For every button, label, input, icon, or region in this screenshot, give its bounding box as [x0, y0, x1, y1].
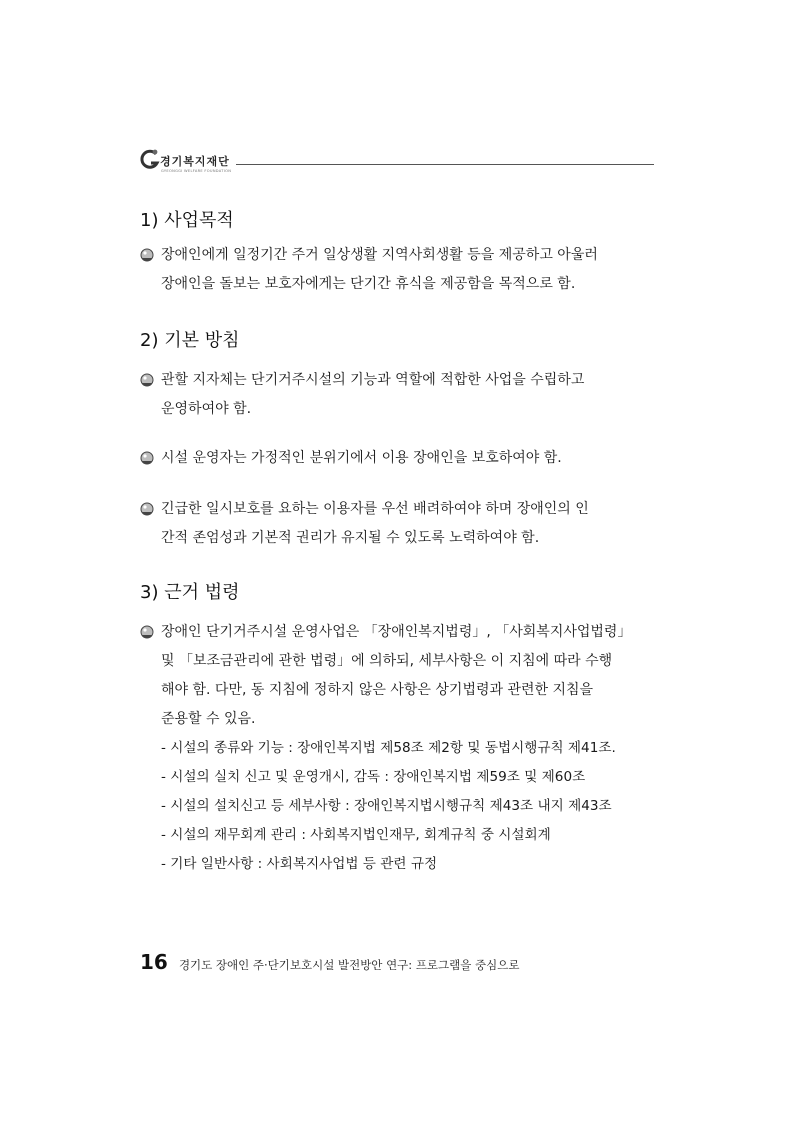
bullet-line: 장애인에게 일정기간 주거 일상생활 지역사회생활 등을 제공하고 아울러 [161, 247, 598, 263]
globe-bullet-icon [140, 451, 154, 465]
globe-bullet-icon [140, 373, 154, 387]
org-name: 경기복지재단 [160, 155, 230, 168]
bullet-item [140, 366, 660, 424]
bullet-line: 운영하여야 함. [161, 401, 252, 417]
page-header [140, 146, 654, 182]
bullet-line: 관할 지자체는 단기거주시설의 기능과 역할에 적합한 사업을 수립하고 [161, 372, 585, 388]
legal-basis-item: - 시설의 재무회계 관리 : 사회복지법인재무, 회계규칙 중 시설회계 [161, 827, 551, 843]
globe-bullet-icon [140, 625, 154, 639]
legal-basis-item: - 기타 일반사항 : 사회복지사업법 등 관련 규정 [161, 856, 438, 872]
bullet-item [140, 444, 660, 473]
legal-basis-item: - 시설의 설치신고 등 세부사항 : 장애인복지법시행규칙 제43조 내지 제43조 [161, 798, 612, 814]
section-title-legal-basis: 3) 근거 법령 [140, 582, 240, 603]
page-footer [140, 950, 519, 974]
bullet-line: 준용할 수 있음. [161, 711, 256, 727]
bullet-item [140, 618, 660, 879]
bullet-line: 긴급한 일시보호를 요하는 이용자를 우선 배려하여야 하며 장애인의 인 [161, 501, 589, 517]
footer-title: 경기도 장애인 주·단기보호시설 발전방안 연구: 프로그램을 중심으로 [178, 958, 520, 972]
bullet-line: 장애인을 돌보는 보호자에게는 단기간 휴식을 제공함을 목적으로 함. [161, 276, 576, 292]
header-rule [236, 164, 654, 165]
section-title-purpose: 1) 사업목적 [140, 210, 234, 231]
bullet-line: 장애인 단기거주시설 운영사업은 「장애인복지법령」, 「사회복지사업법령」 [161, 624, 632, 640]
page-number: 16 [140, 950, 168, 974]
globe-bullet-icon [140, 248, 154, 262]
bullet-line: 시설 운영자는 가정적인 분위기에서 이용 장애인을 보호하여야 함. [161, 450, 562, 466]
bullet-item [140, 241, 660, 299]
org-subtitle: GYEONGGI WELFARE FOUNDATION [161, 169, 232, 173]
section-title-policy: 2) 기본 방침 [140, 330, 240, 351]
legal-basis-item: - 시설의 종류와 기능 : 장애인복지법 제58조 제2항 및 동법시행규칙 제41조. [161, 740, 616, 756]
bullet-line: 간적 존엄성과 기본적 권리가 유지될 수 있도록 노력하여야 함. [161, 530, 540, 546]
legal-basis-item: - 시설의 실치 신고 및 운영개시, 감독 : 장애인복지법 제59조 및 제60조 [161, 769, 586, 785]
bullet-line: 및 「보조금관리에 관한 법령」에 의하되, 세부사항은 이 지침에 따라 수행 [161, 653, 613, 669]
foundation-logo-icon [140, 148, 160, 172]
bullet-line: 해야 함. 다만, 동 지침에 정하지 않은 사항은 상기법령과 관련한 지침을 [161, 682, 594, 698]
globe-bullet-icon [140, 502, 154, 516]
bullet-item [140, 495, 660, 553]
